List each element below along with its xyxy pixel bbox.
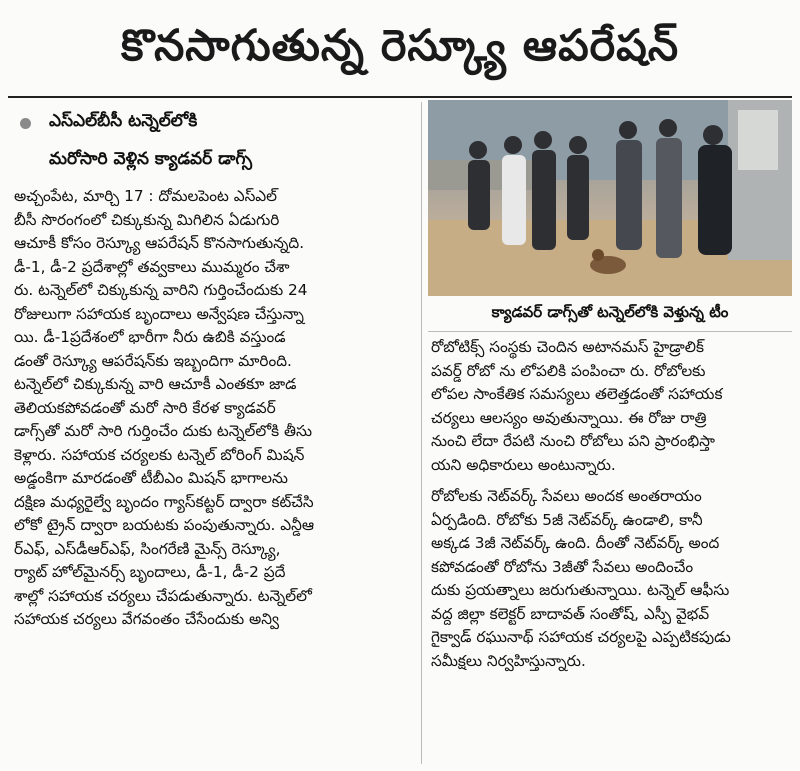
article-body-right-column [431,336,793,673]
bullet-text: ఎస్ఎల్‌బీసీ టన్నెల్‌లోకి [49,111,198,131]
bullet-text: మరోసారి వెళ్లిన క్యాడవర్ డాగ్స్ [49,149,253,169]
bullet-icon [20,118,31,129]
headline-rule [8,96,792,98]
bullet-item-continuation [20,142,420,180]
bullet-item [20,104,420,142]
photo-caption: క్యాడవర్ డాగ్స్‌తో టన్నెల్‌లోకి వెళ్తున్న టీం [428,297,792,332]
photo-illustration [428,100,792,296]
paragraph: రోబోలకు నెట్‌వర్క్ సేవలు అందక అంతరాయం ఏర్పడింది. రోబోకు 5జీ నెట్‌వర్క్ ఉండాలి, కానీ అక్కడ 3జీ నెట్‌వర్క్ ఉంది. దీంతో నెట్‌వర్క్ అంద కపోవడంతో రోబోను 3జీతో సేవలు అందించేం దుకు ప్రయత్నాలు జరుగుతున్నాయి. టన్నెల్ ఆఫీసు వద్ద జిల్లా కలెక్టర్ బాదావత్ సంతోష్, ఎస్పీ వైభవ్ గైక్వాడ్ రఘునాథ్ సహాయక చర్యలపై ఎప్పటికపుడు సమీక్షలు నిర్వహిస్తున్నారు. [431,487,731,670]
article-headline: కొనసాగుతున్న రెస్క్యూ ఆపరేషన్ [120,21,680,71]
article-body-left-column: అచ్చంపేట, మార్చి 17 : దోమలపెంట ఎస్ఎల్ బీసీ సొరంగంలో చిక్కుకున్న మిగిలిన ఏడుగురి ఆచూకీ కోసం రెస్క్యూ ఆపరేషన్ కొనసాగుతున్నది. డీ-1, డీ-2 ప్రదేశాల్లో తవ్వకాలు ముమ్మరం చేశా రు. టన్నెల్‌లో చిక్కుకున్న వారిని గుర్తించేందుకు 24 రోజులుగా సహాయక బృందాలు అన్వేషణ చేస్తున్నా యి. డీ-1ప్రదేశంలో భారీగా నీరు ఉబికి వస్తుండ డంతో రెస్క్యూ ఆపరేషన్‌కు ఇబ్బందిగా మారింది. టన్నెల్‌లో చిక్కుకున్న వారి ఆచూకీ ఎంతకూ జాడ తెలియకపోవడంతో మరో సారి కేరళ క్యాడవర్ డాగ్స్‌తో మరో సారి గుర్తించేం దుకు టన్నెల్‌లోకి తీసు కెళ్లారు. సహాయక చర్యలకు టన్నెల్ బోరింగ్ మిషన్ అడ్డంకిగా మారడంతో టీబీఎం మిషన్ భాగాలను దక్షిణ మధ్యరైల్వే బృందం గ్యాస్‌కట్టర్ ద్వారా కట్‌చేసి లోకో ట్రైన్ ద్వారా బయటకు పంపుతున్నారు. ఎన్డీఆ ర్ఎఫ్, ఎస్‌డీఆర్ఎఫ్, సింగరేణి మైన్స్ రెస్క్యూ, ర్యాట్ హోల్‌మైనర్స్ బృందాలు, డీ-1, డీ-2 ప్రదే శాల్లో సహాయక చర్యలు చేపడుతున్నారు. టన్నెల్‌లో సహాయక చర్యలు వేగవంతం చేసేందుకు అన్వి [14,187,315,628]
paragraph: రోబోటిక్స్ సంస్థకు చెందిన అటానమస్ హైడ్రాలిక్ పవర్డ్ రోబో ను లోపలికి పంపించా రు. రోబోలకు లోపల సాంకేతిక సమస్యలు తలెత్తడంతో సహాయక చర్యలు ఆలస్యం అవుతున్నాయి. ఈ రోజు రాత్రి నుంచి లేదా రేపటి నుంచి రోబోలు పని ప్రారంభిస్తా యని అధికారులు అంటున్నారు. [431,338,723,474]
subheading-bullets [20,104,420,180]
rescue-team-photo [428,100,792,296]
column-divider [421,102,422,764]
